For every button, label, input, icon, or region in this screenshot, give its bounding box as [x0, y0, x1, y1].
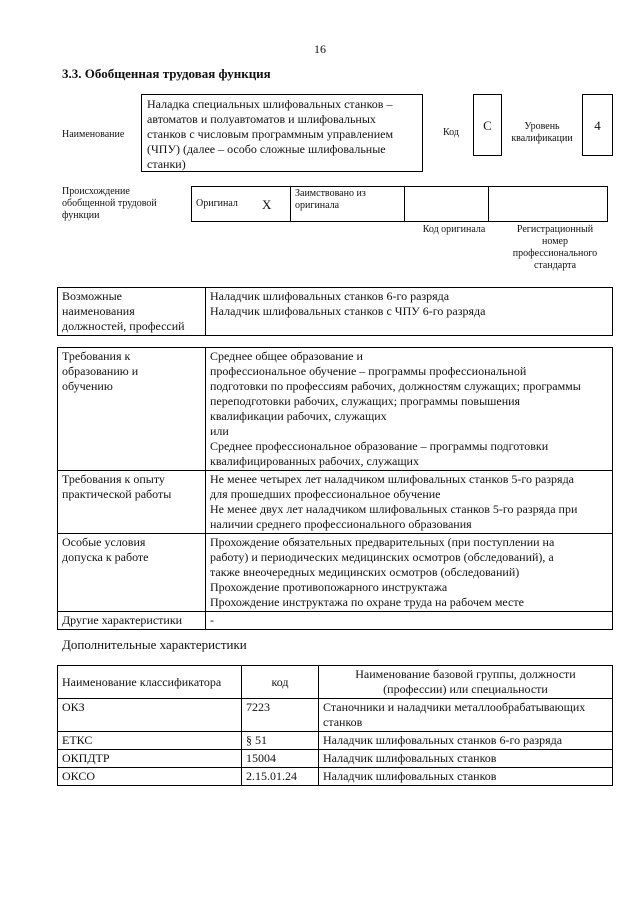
requirement-line: Прохождение обязательных предварительных (при поступлении на: [210, 535, 555, 549]
level-label-line: квалификации: [511, 133, 573, 144]
positions-label-line: должностей, профессий: [62, 319, 185, 333]
origin-label-line: функции: [62, 210, 100, 221]
classifier-desc: [319, 768, 613, 786]
level-value: 4: [582, 94, 613, 156]
reg-number-label-line: Регистрационный: [516, 224, 594, 235]
requirement-line: Прохождение инструктажа по охране труда на рабочем месте: [210, 595, 524, 609]
borrowed-label-line: оригинала: [295, 200, 340, 211]
origin-label: [62, 186, 157, 222]
requirement-row: [58, 471, 613, 534]
function-name-box: [141, 94, 423, 172]
original-label: Оригинал: [192, 187, 259, 222]
function-name-line: станков с числовым программным управлением: [147, 127, 394, 141]
requirement-label: [58, 534, 206, 612]
requirement-label: [58, 348, 206, 471]
classifier-code: 7223: [242, 699, 319, 732]
classifier-desc: [319, 699, 613, 732]
requirement-label-line: образованию и: [62, 364, 139, 378]
positions-table: [57, 287, 613, 336]
name-label: Наименование: [62, 129, 125, 140]
requirement-line: переподготовки рабочих, служащих; программы повышения: [210, 394, 521, 408]
origin-table: [191, 186, 608, 222]
requirement-line: профессиональное обучение – программы профессиональной: [210, 364, 527, 378]
position-name: Наладчик шлифовальных станков 6-го разряда: [210, 289, 450, 303]
classifier-row: [58, 699, 613, 732]
classifier-desc-header-line: Наименование базовой группы, должности: [355, 667, 576, 681]
requirement-line: -: [210, 613, 214, 627]
original-mark: X: [258, 187, 291, 222]
requirement-line: Прохождение противопожарного инструктажа: [210, 580, 448, 594]
function-name-line: станки): [147, 157, 186, 171]
classifier-desc-line: Станочники и наладчики металлообрабатывающих: [323, 700, 586, 714]
origin-label-line: обобщенной трудовой: [62, 198, 157, 209]
positions-label: [58, 288, 206, 336]
function-name-line: автоматов и полуавтоматов и шлифовальных: [147, 112, 376, 126]
classifier-code: 15004: [242, 750, 319, 768]
requirement-line: или: [210, 424, 229, 438]
requirement-value: [206, 534, 613, 612]
requirement-line: наличии среднего профессионального образования: [210, 517, 472, 531]
classifier-desc-line: Наладчик шлифовальных станков: [323, 769, 497, 783]
reg-number-cell: [489, 187, 608, 222]
requirement-label: [58, 612, 206, 630]
requirement-row: [58, 612, 613, 630]
classifier-row: [58, 732, 613, 750]
origin-label-line: Происхождение: [62, 186, 130, 197]
requirement-label-line: Другие характеристики: [62, 613, 183, 627]
classifier-code: § 51: [242, 732, 319, 750]
requirement-line: также внеочередных медицинских осмотров (обследований): [210, 565, 520, 579]
requirement-line: Среднее общее образование и: [210, 349, 363, 363]
requirement-line: Среднее профессиональное образование – программы подготовки: [210, 439, 549, 453]
page-number: 16: [314, 42, 326, 56]
classifier-desc-header-line: (профессии) или специальности: [383, 682, 548, 696]
requirement-line: работу) и периодических медицинских осмотров (обследований), а: [210, 550, 554, 564]
classifier-desc-line: Наладчик шлифовальных станков: [323, 751, 497, 765]
classifier-desc: [319, 732, 613, 750]
function-name-line: (ЧПУ) (далее – особо сложные шлифовальные: [147, 142, 386, 156]
function-name-line: Наладка специальных шлифовальных станков –: [147, 97, 393, 111]
borrowed-label-line: Заимствовано из: [295, 188, 366, 199]
requirement-line: квалификации рабочих, служащих: [210, 409, 387, 423]
classifier-code-header: код: [242, 666, 319, 699]
requirement-value: [206, 471, 613, 534]
code-original-cell: [405, 187, 489, 222]
level-label-line: Уровень: [524, 121, 560, 132]
classifier-desc: [319, 750, 613, 768]
reg-number-label-line: номер: [542, 236, 568, 247]
requirement-line: подготовки по профессиям рабочих, должностям служащих; программы: [210, 379, 581, 393]
requirement-row: [58, 534, 613, 612]
position-name: Наладчик шлифовальных станков с ЧПУ 6-го разряда: [210, 304, 486, 318]
classifier-desc-header: [319, 666, 613, 699]
requirement-value: [206, 612, 613, 630]
code-original-label: Код оригинала: [422, 224, 486, 235]
classifier-name-header: Наименование классификатора: [58, 666, 242, 699]
classifier-code: 2.15.01.24: [242, 768, 319, 786]
reg-number-label-line: стандарта: [533, 260, 577, 271]
code-label: Код: [443, 127, 459, 138]
requirement-label-line: обучению: [62, 379, 113, 393]
positions-label-line: наименования: [62, 304, 135, 318]
requirement-row: [58, 348, 613, 471]
requirement-value: [206, 348, 613, 471]
section-title: 3.3. Обобщенная трудовая функция: [62, 66, 271, 81]
requirement-label-line: Требования к: [62, 349, 131, 363]
classifier-name: ОКЗ: [58, 699, 242, 732]
positions-values: [206, 288, 613, 336]
classifier-header-row: [58, 666, 613, 699]
classifier-desc-line: станков: [323, 715, 363, 729]
reg-number-label-line: профессионального: [512, 248, 598, 259]
requirement-label-line: Требования к опыту: [62, 472, 165, 486]
borrowed-label: [291, 187, 405, 222]
level-label: [505, 121, 579, 145]
requirement-line: Не менее двух лет наладчиком шлифовальных станков 5-го разряда при: [210, 502, 578, 516]
additional-title: Дополнительные характеристики: [62, 637, 247, 652]
classifier-name: ЕТКС: [58, 732, 242, 750]
requirement-line: Не менее четырех лет наладчиком шлифовальных станков 5-го разряда: [210, 472, 574, 486]
requirement-line: квалифицированных рабочих, служащих: [210, 454, 419, 468]
requirement-line: для прошедших профессиональное обучение: [210, 487, 441, 501]
code-value: C: [473, 94, 502, 156]
classifier-row: [58, 768, 613, 786]
requirements-table: [57, 347, 613, 630]
requirement-label-line: допуска к работе: [62, 550, 149, 564]
requirement-label-line: Особые условия: [62, 535, 146, 549]
classifier-desc-line: Наладчик шлифовальных станков 6-го разряда: [323, 733, 563, 747]
requirement-label: [58, 471, 206, 534]
classifier-row: [58, 750, 613, 768]
classifier-name: ОКПДТР: [58, 750, 242, 768]
requirement-label-line: практической работы: [62, 487, 172, 501]
reg-number-label: [496, 224, 614, 272]
classifier-table: [57, 665, 613, 786]
positions-label-line: Возможные: [62, 289, 122, 303]
classifier-name: ОКСО: [58, 768, 242, 786]
